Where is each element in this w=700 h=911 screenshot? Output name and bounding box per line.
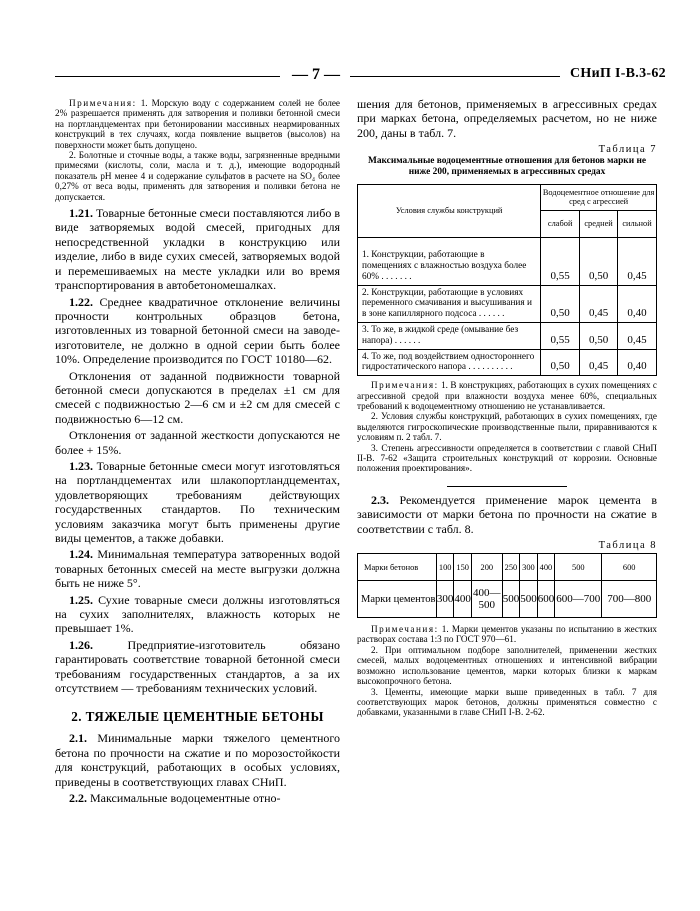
table-cell: 100 — [436, 554, 454, 581]
table-cell: 500 — [502, 581, 520, 618]
paragraph-1-23 — [55, 459, 340, 545]
table-7-notes — [357, 380, 657, 411]
paragraph-number: 1.26. — [69, 637, 93, 652]
table-row — [358, 238, 657, 285]
left-column — [55, 98, 340, 806]
row-label-concrete: Марки бетонов — [358, 554, 437, 581]
paragraph-number: 2.3. — [371, 492, 389, 507]
table-cell: 1. Конструкции, работающие в помещениях с влажностью воздуха более 60% . . . . . . . — [358, 238, 541, 285]
table-7-note-3: 3. Степень агрессивности определяется в соответствии с главой СНиП II-В. 7-62 «Защита строительных конструкций от коррозии. Основные положения проектирования». — [357, 442, 657, 474]
paragraph-number: 1.21. — [69, 206, 93, 221]
table-8-label: Таблица 8 — [598, 540, 657, 552]
paragraph-1-21 — [55, 206, 340, 292]
header-rule-right — [350, 76, 560, 77]
paragraph-text: Минимальные марки тяжелого цементного бетона по прочности на сжатие и по морозостойкости для конструкций, работающих в особых условиях, приведены в соответствующих главах СНиП. — [55, 731, 340, 789]
row-label-cement: Марки цементов — [358, 581, 437, 618]
paragraph-text: Сухие товарные смеси должны изготовляться на сухих заполнителях, влажность которых не превышает 1%. — [55, 592, 340, 636]
table-cell: 700—800 — [602, 581, 657, 618]
table-cell: 0,50 — [580, 238, 618, 285]
table-8-note-3: 3. Цементы, имеющие марки выше приведенных в табл. 7 для соответствующих марок бетонов, должны применяться совместно с добавками, указанными в главе СНиП I-В. 2-62. — [357, 686, 657, 718]
table-cell: 0,45 — [618, 323, 657, 350]
paragraph-number: 1.24. — [69, 547, 93, 562]
paragraph-text: Максимальные водоцементные отно- — [87, 791, 281, 806]
table-8 — [357, 553, 657, 618]
table-cell: 0,40 — [618, 349, 657, 376]
table-cell: 4. То же, под воздействием одностороннего гидростатического напора . . . . . . . . . . — [358, 349, 541, 376]
table-7-caption: Максимальные водоцементные отношения для бетонов марки не ниже 200, применяемых в агрессивных средах — [367, 156, 647, 178]
paragraph-text: Рекомендуется применение марок цемента в зависимости от марки бетона по прочности на сжатие в соответствии с табл. 8. — [357, 492, 657, 536]
paragraph-2-3 — [357, 493, 657, 536]
paragraph-1-24 — [55, 547, 340, 590]
table-7 — [357, 184, 657, 376]
table-cell: 300 — [436, 581, 454, 618]
table-row — [358, 554, 657, 581]
column-header-strong: сильной — [618, 210, 657, 238]
table-cell: 0,50 — [541, 285, 580, 322]
table-cell: 400 — [537, 554, 555, 581]
table-row — [358, 581, 657, 618]
notes-lead: Примечания: — [371, 380, 439, 391]
note-1: 1. Морскую воду с содержанием солей не более 2% разрешается применять для затворения и поливки бетонной смеси на портландцементах при бетонировании массивных неармированных конструкций в тех случаях, когда появление выцветов (высолов) на поверхности может быть допущено. — [55, 98, 340, 150]
table-cell: 200 — [471, 554, 502, 581]
table-cell: 0,45 — [618, 238, 657, 285]
paragraph-2-1 — [55, 731, 340, 789]
table-8-note-2: 2. При оптимальном подборе заполнителей, применении жестких смесей, малых водоцементных отношениях и интенсивной вибрации возможно использование цементов, марки которых близки к маркам высокопрочного бетона. — [357, 644, 657, 687]
paragraph-number: 2.1. — [69, 731, 87, 746]
table-cell: 2. Конструкции, работающие в условиях переменного смачивания и высушивания и в зоне капиллярного подсоса . . . . . . — [358, 285, 541, 322]
table-cell: 300 — [520, 554, 538, 581]
table-7-label: Таблица 7 — [598, 144, 657, 156]
table-8-note-1: 1. Марки цементов указаны по испытанию в жестких растворах состава 1:3 по ГОСТ 970—61. — [357, 624, 657, 645]
paragraph-text: Среднее квадратичное отклонение величины прочности контрольных образцов бетона, изготовленных из товарной бетонной смеси на заводе-изготовителе, не должно в одной серии быть более 10%. Определение производится по ГОСТ 10180—62. — [55, 294, 340, 367]
table-row — [358, 323, 657, 350]
table-cell: 0,45 — [580, 285, 618, 322]
paragraph-text: Товарные бетонные смеси поставляются либо в виде затворяемых водой смесей, пригодных для непосредственной укладки в конструкцию или изделие, либо в виде сухих смесей, затворяемых водой и перемешиваемых на месте укладки или во время транспортирования в автобетономешалках. — [55, 206, 340, 293]
table-cell: 400—500 — [471, 581, 502, 618]
table-cell: 500 — [520, 581, 538, 618]
paragraph-number: 1.23. — [69, 458, 93, 473]
table-cell: 0,50 — [541, 349, 580, 376]
table-cell: 250 — [502, 554, 520, 581]
note-2: 2. Болотные и сточные воды, а также воды, загрязненные вредными примесями (кислоты, соли, масла и т. д.), имеющие водородный показатель pH менее 4 и содержание сульфатов в расчете на SO₄ более 0,27% от веса воды, применять для затворения и поливки бетона не допускается. — [55, 150, 340, 202]
paragraph-text: Минимальная температура затворенных водой товарных бетонных смесей на месте выгрузки должна быть не ниже 5°. — [55, 547, 340, 591]
table-7-note-1: 1. В конструкциях, работающих в сухих помещениях с агрессивной средой при влажности воздуха менее 60%, специальных требований к водоцементному отношению не устанавливается. — [357, 380, 657, 411]
document-code: СНиП I-В.3-62 — [570, 66, 666, 81]
column-header-condition: Условия службы конструкций — [358, 185, 541, 238]
table-cell: 0,45 — [580, 349, 618, 376]
paragraph-number: 1.22. — [69, 294, 93, 309]
page-number: — 7 — — [292, 66, 340, 83]
header-rule-left — [55, 76, 280, 77]
paragraph-1-25 — [55, 593, 340, 636]
table-cell: 0,50 — [580, 323, 618, 350]
table-8-notes — [357, 624, 657, 645]
paragraph-stiffness: Отклонения от заданной жесткости допускаются не более + 15%. — [55, 428, 340, 457]
table-cell: 600 — [602, 554, 657, 581]
paragraph-text: Товарные бетонные смеси могут изготовляться на портландцементах или шлакопортландцементах, удовлетворяющих требованиям действующих государственных стандартов. По техническим условиям заказчика могут быть применены другие виды цементов, а также добавки. — [55, 458, 340, 545]
notes-block — [55, 98, 340, 150]
separator-rule — [447, 486, 567, 487]
section-heading: 2. ТЯЖЕЛЫЕ ЦЕМЕНТНЫЕ БЕТОНЫ — [71, 709, 324, 725]
paragraph-number: 1.25. — [69, 592, 93, 607]
paragraph-text: Предприятие-изготовитель обязано гарантировать соответствие товарной бетонной смеси требованиям государственных стандартов, а за их отсутствием — требованиям технических условий. — [55, 637, 340, 696]
paragraph-2-2 — [55, 791, 340, 805]
paragraph-2-2-continued: шения для бетонов, применяемых в агрессивных средах при марках бетона, определяемых расчетом, но не ниже 200, даны в табл. 7. — [357, 97, 657, 140]
column-header-group: Водоцементное отношение для сред с агрессией — [541, 185, 657, 210]
table-7-note-2: 2. Условия службы конструкций, работающих в сухих помещениях, где выделяются гигроскопические производственные пыли, приравниваются к условиям п. 2 табл. 7. — [357, 411, 657, 443]
table-cell: 500 — [555, 554, 602, 581]
paragraph-1-26 — [55, 638, 340, 696]
table-cell: 3. То же, в жидкой среде (омывание без напора) . . . . . . — [358, 323, 541, 350]
table-cell: 400 — [454, 581, 472, 618]
column-header-weak: слабой — [541, 210, 580, 238]
table-row — [358, 349, 657, 376]
notes-lead: Примечания: — [69, 98, 137, 108]
paragraph-number: 2.2. — [69, 791, 87, 806]
table-row — [358, 285, 657, 322]
paragraph-mobility: Отклонения от заданной подвижности товарной бетонной смеси допускаются в пределах ±1 см для смесей с подвижностью 2—6 см и ±2 см для смесей с подвижностью 6—12 см. — [55, 368, 340, 426]
table-cell: 600 — [537, 581, 555, 618]
table-cell: 0,40 — [618, 285, 657, 322]
table-cell: 150 — [454, 554, 472, 581]
table-cell: 0,55 — [541, 323, 580, 350]
table-cell: 0,55 — [541, 238, 580, 285]
right-column — [357, 97, 657, 718]
table-cell: 600—700 — [555, 581, 602, 618]
column-header-medium: средней — [580, 210, 618, 238]
notes-lead: Примечания: — [371, 624, 439, 635]
paragraph-1-22 — [55, 295, 340, 367]
